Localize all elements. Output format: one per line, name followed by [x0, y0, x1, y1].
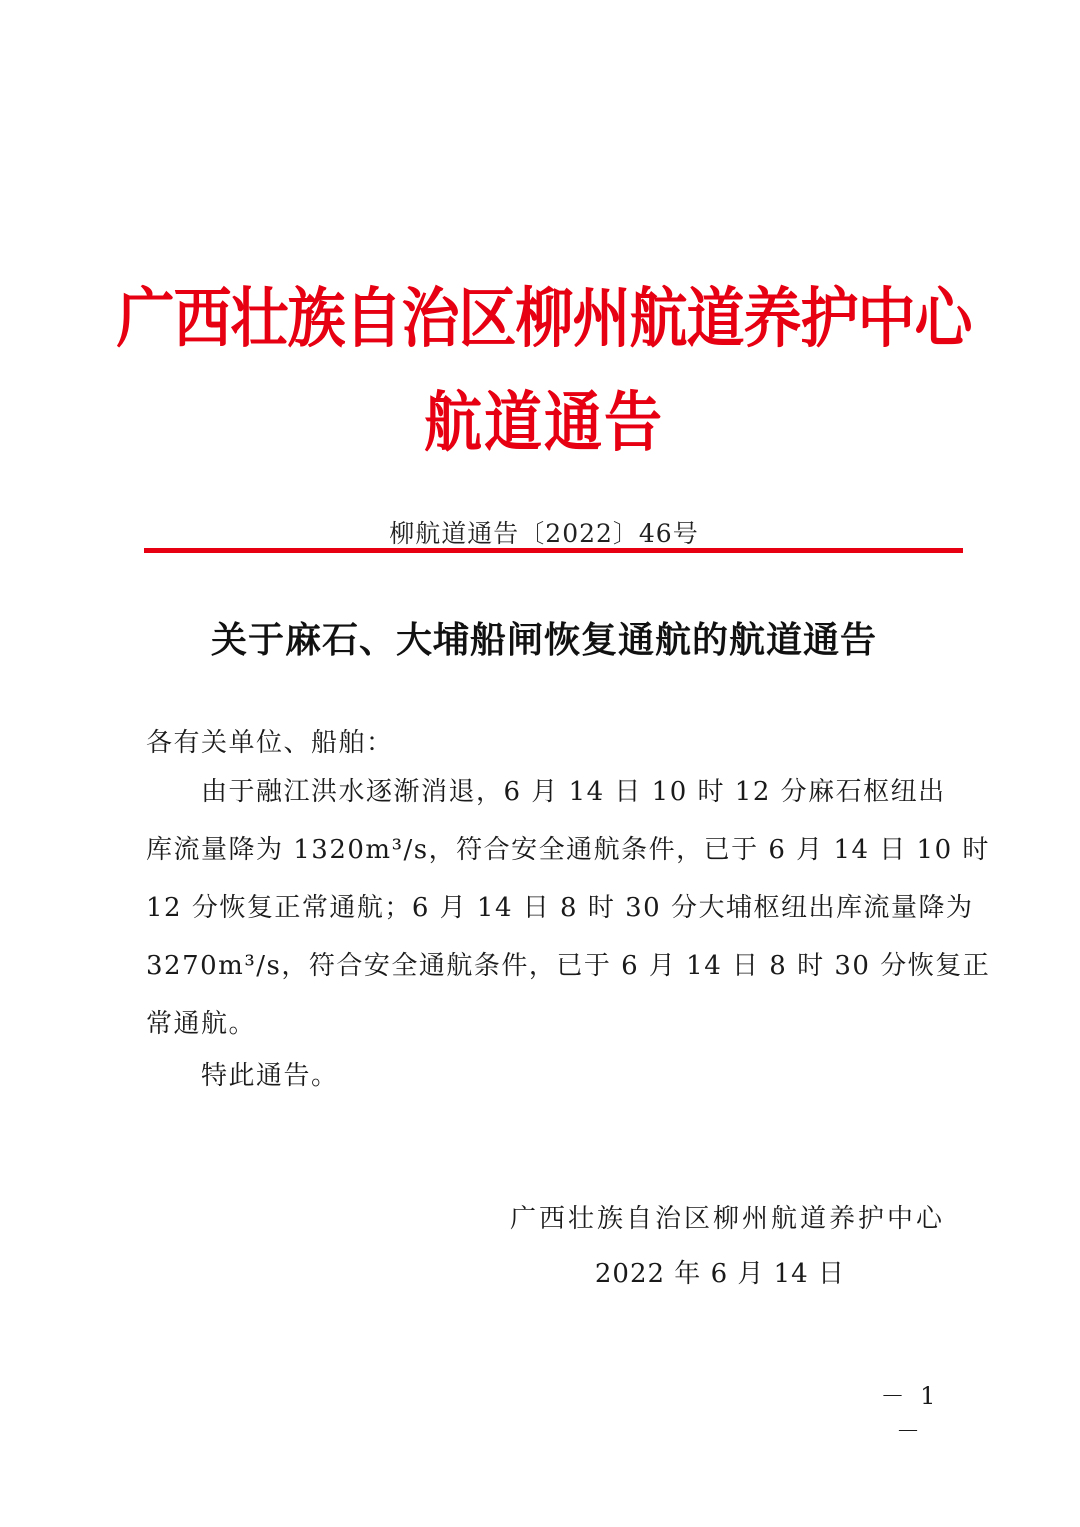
signature-organization: 广西壮族自治区柳州航道养护中心	[509, 1204, 945, 1234]
page-number: － 1 －	[880, 1382, 940, 1445]
notice-type-header: 航道通告	[423, 383, 664, 461]
body-line: 常通航。	[146, 1009, 257, 1039]
body-line: 由于融江洪水逐渐消退，6 月 14 日 10 时 12 分麻石枢纽出	[146, 777, 946, 807]
body-line: 12 分恢复正常通航；6 月 14 日 8 时 30 分大埔枢纽出库流量降为	[146, 893, 974, 923]
issuing-organization-header: 广西壮族自治区柳州航道养护中心	[116, 279, 972, 357]
body-line: 3270m³/s，符合安全通航条件，已于 6 月 14 日 8 时 30 分恢复正	[146, 951, 991, 981]
salutation: 各有关单位、船舶：	[146, 728, 394, 758]
signature-date: 2022 年 6 月 14 日	[594, 1259, 845, 1289]
document-title: 关于麻石、大埔船闸恢复通航的航道通告	[210, 619, 877, 661]
red-divider-rule	[144, 548, 963, 553]
body-line: 库流量降为 1320m³/s，符合安全通航条件，已于 6 月 14 日 10 时	[146, 835, 990, 865]
document-number: 柳航道通告〔2022〕46号	[389, 519, 699, 548]
closing-statement: 特此通告。	[146, 1061, 339, 1091]
body-paragraph	[146, 763, 991, 1053]
